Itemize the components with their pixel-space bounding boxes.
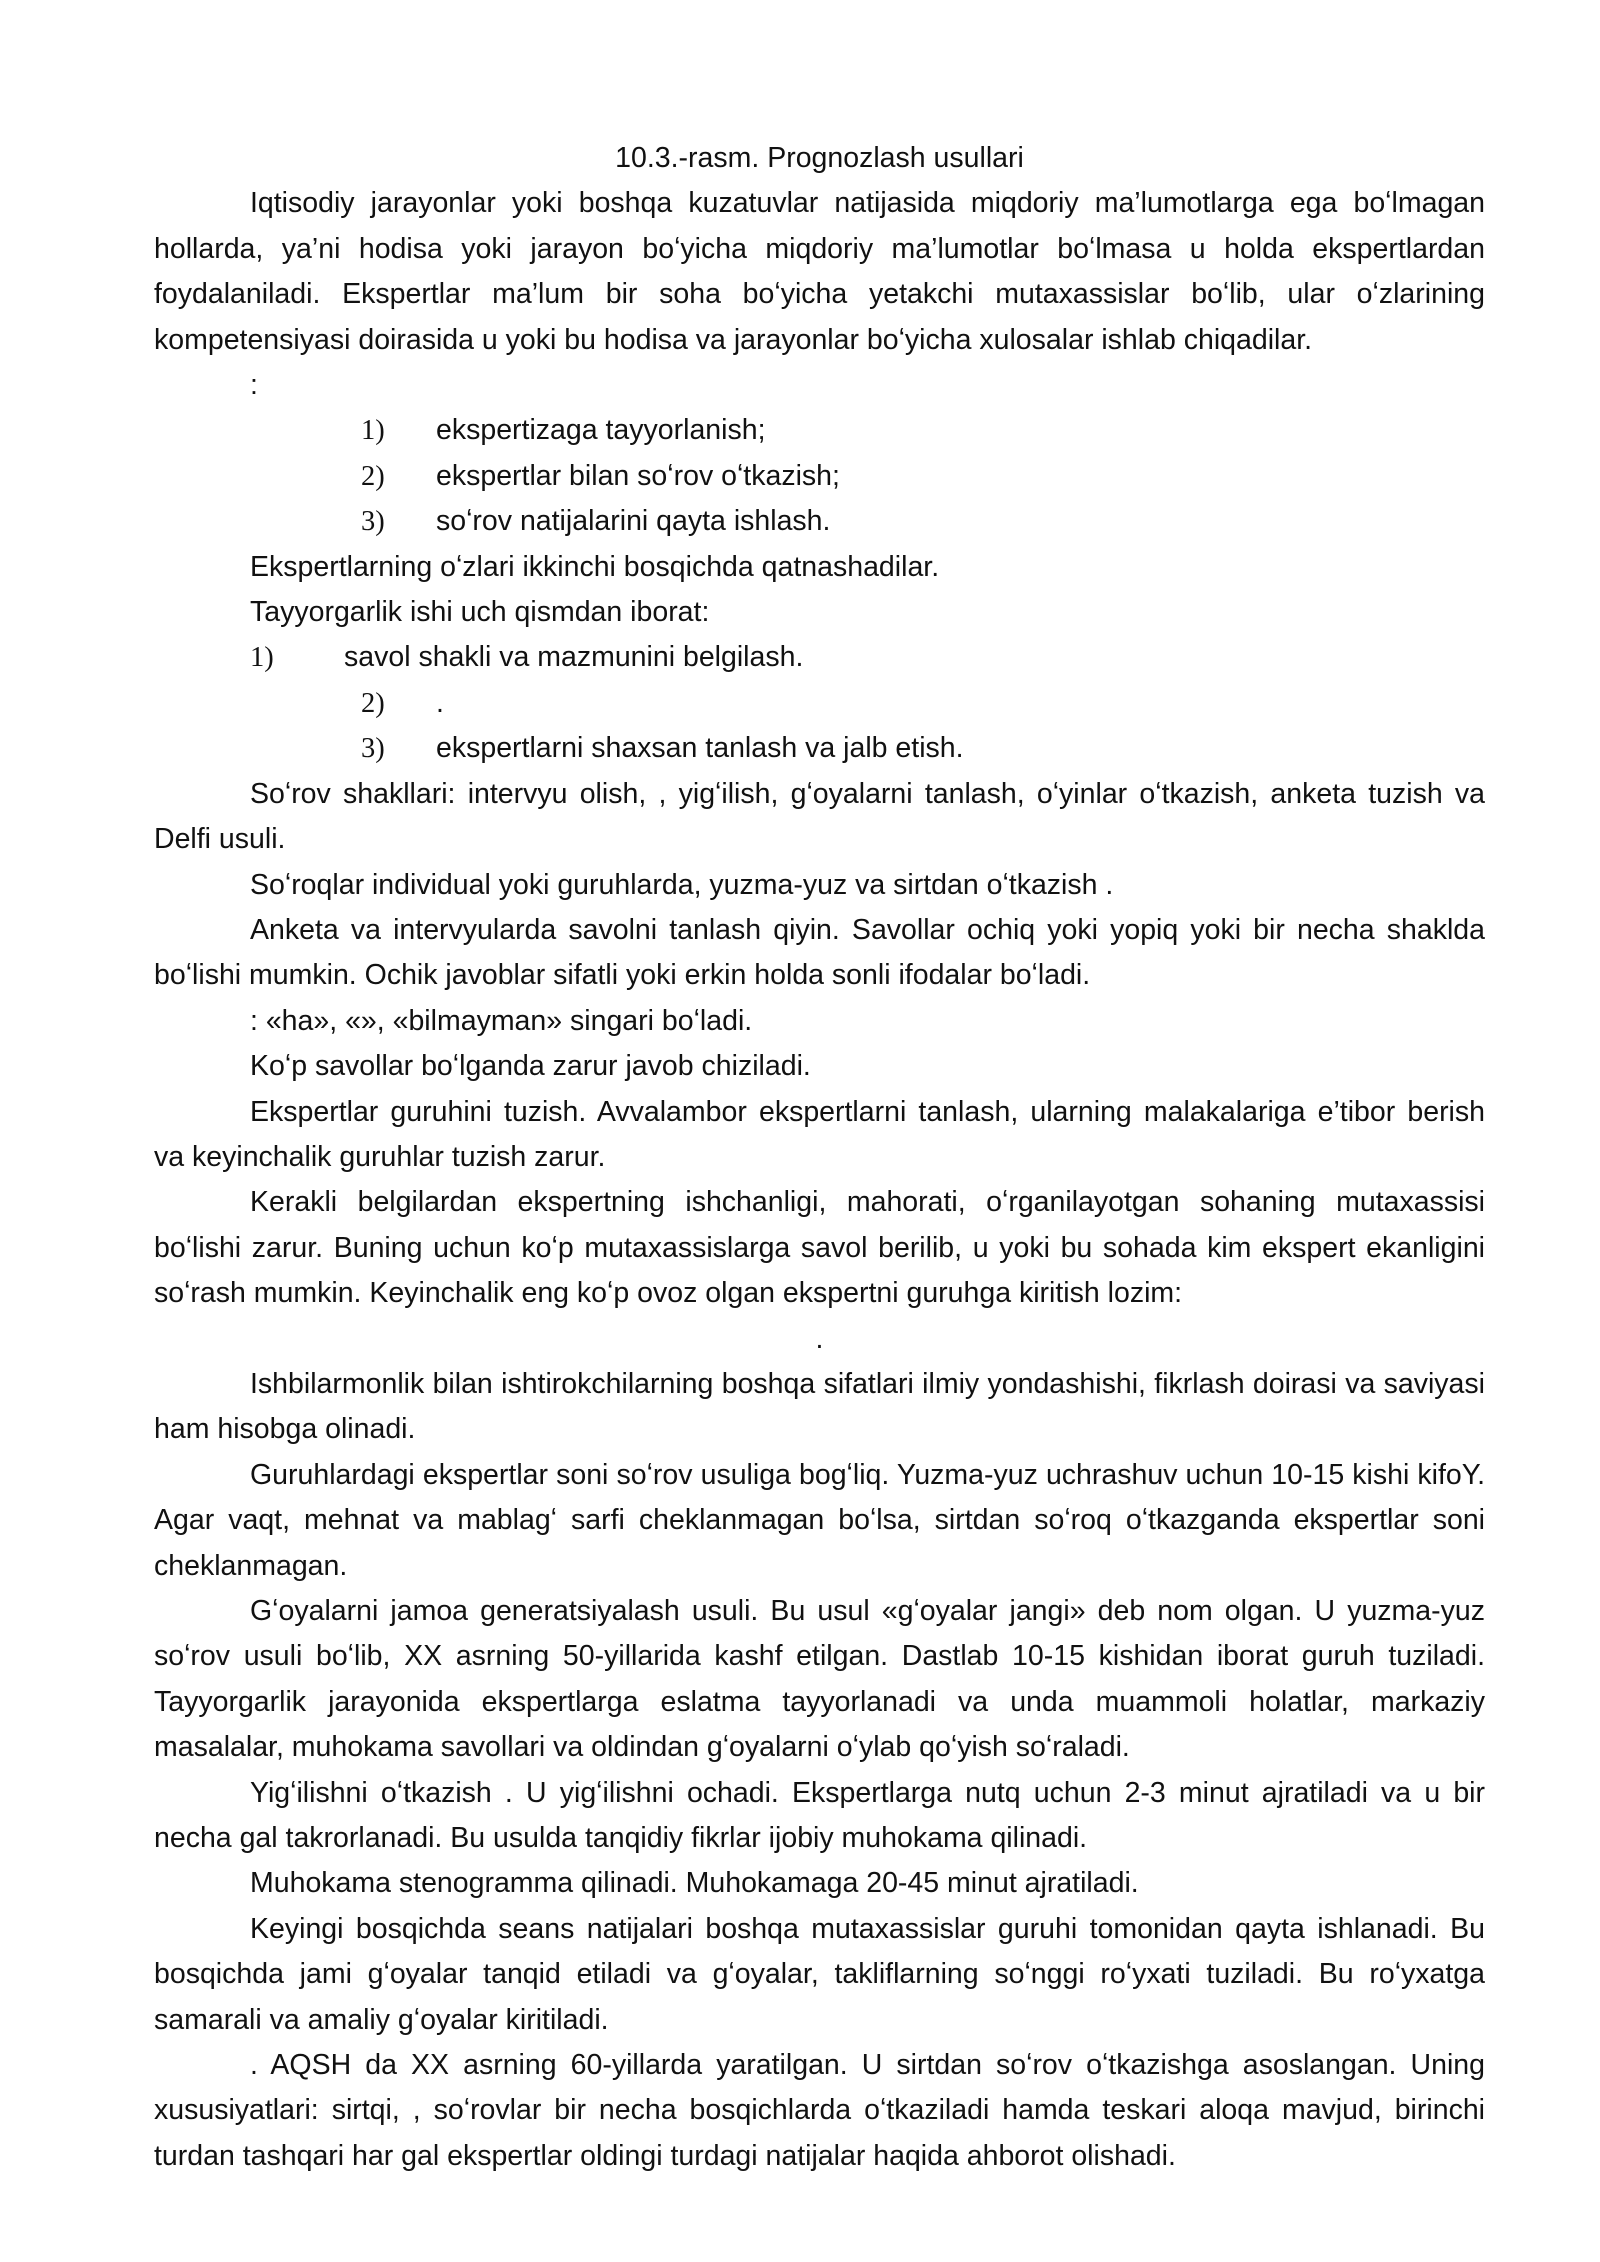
paragraph-anketa: Anketa va intervyularda savolni tanlash qiyin. Savollar ochiq yoki yopiq yoki bir necha shaklda boʻlishi mumkin. Ochik javoblar sifatli yoki erkin holda sonli ifodalar boʻladi.	[154, 913, 1485, 992]
list-item-stage-3	[154, 499, 1485, 544]
list-number: 2)	[361, 687, 385, 719]
paragraph-stenogram: Muhokama stenogramma qilinadi. Muhokamaga 20-45 minut ajratiladi.	[250, 1867, 1139, 1900]
list-number: 1)	[361, 415, 385, 447]
paragraph-answers: : «ha», «», «bilmayman» singari boʻladi.	[250, 1004, 753, 1037]
paragraph-questioning: Soʻroqlar individual yoki guruhlarda, yuzma-yuz va sirtdan oʻtkazish .	[250, 868, 1114, 901]
list-number: 3)	[361, 506, 385, 538]
list-text: .	[436, 686, 444, 719]
list-item-stage-2	[154, 454, 1485, 499]
paragraph-expert-groups: Ekspertlar guruhini tuzish. Avvalambor ekspertlarni tanlash, ularning malakalariga e’tibor berish va keyinchalik guruhlar tuzish zarur.	[154, 1095, 1485, 1173]
paragraph-expert-count: Guruhlardagi ekspertlar soni soʻrov usuliga bogʻliq. Yuzma-yuz uchrashuv uchun 10-15 kishi kifoY. Agar vaqt, mehnat va mablagʻ sarfi cheklanmagan boʻlsa, sirtdan soʻroq oʻtkazganda ekspertlar soni cheklanmagan.	[154, 1458, 1485, 1582]
list-item-prep-3	[154, 726, 1485, 771]
dot-line: .	[815, 1322, 824, 1355]
paragraph-business-qualities: Ishbilarmonlik bilan ishtirokchilarning boshqa sifatlari ilmiy yondashishi, fikrlash doirasi va saviyasi ham hisobga olinadi.	[154, 1367, 1485, 1446]
paragraph-survey-forms: Soʻrov shakllari: intervyu olish, , yigʻilish, gʻoyalarni tanlash, oʻyinlar oʻtkazish, anketa tuzish va Delfi usuli.	[154, 777, 1485, 856]
paragraph-second-stage: Ekspertlarning oʻzlari ikkinchi bosqichda qatnashadilar.	[250, 550, 940, 583]
list-item-prep-1	[154, 635, 1485, 680]
paragraph-many-questions: Koʻp savollar boʻlganda zarur javob chiziladi.	[250, 1050, 811, 1083]
paragraph-next-stage: Keyingi bosqichda seans natijalari boshqa mutaxassislar guruhi tomonidan qayta ishlanadi. Bu bosqichda jami gʻoyalar tanqid etiladi va gʻoyalar, takliflarning soʻnggi roʻyxati tuziladi. Bu roʻyxatga samarali va amaliy gʻoyalar kiritiladi.	[154, 1912, 1485, 2036]
list-item-prep-2	[154, 681, 1485, 726]
list-item-stage-1	[154, 408, 1485, 453]
colon-line: :	[250, 369, 258, 402]
paragraph-delphi: . AQSH da XX asrning 60-yillarda yaratilgan. U sirtdan soʻrov oʻtkazishga asoslangan. Uning xususiyatlari: sirtqi, , soʻrovlar bir necha bosqichlarda oʻtkaziladi hamda teskari aloqa mavjud, birinchi turdan tashqari har gal ekspertlar oldingi turdagi natijalar haqida ahborot olishadi.	[154, 2049, 1485, 2172]
list-text: ekspertlar bilan soʻrov oʻtkazish;	[436, 459, 840, 492]
paragraph-meeting: Yigʻilishni oʻtkazish . U yigʻilishni ochadi. Ekspertlarga nutq uchun 2-3 minut ajratiladi va u bir necha gal takrorlanadi. Bu usulda tanqidiy fikrlar ijobiy muhokama qilinadi.	[154, 1776, 1485, 1855]
list-text: savol shakli va mazmunini belgilash.	[344, 641, 804, 674]
list-number: 1)	[250, 642, 274, 674]
paragraph-required-signs: Kerakli belgilardan ekspertning ishchanligi, mahorati, oʻrganilayotgan sohaning mutaxassisi boʻlishi zarur. Buning uchun koʻp mutaxassislarga savol berilib, u yoki bu sohada kim ekspert ekanligini soʻrash mumkin. Keyinchalik eng koʻp ovoz olgan ekspertni guruhga kiritish lozim:	[154, 1186, 1485, 1310]
list-number: 2)	[361, 460, 385, 492]
paragraph-idea-generation: Gʻoyalarni jamoa generatsiyalash usuli. Bu usul «gʻoyalar jangi» deb nom olgan. U yuzma-yuz soʻrov usuli boʻlib, XX asrning 50-yillarida kashf etilgan. Dastlab 10-15 kishidan iborat guruh tuziladi. Tayyorgarlik jarayonida ekspertlarga eslatma tayyorlanadi va unda muammoli holatlar, markaziy masalalar, muhokama savollari va oldindan gʻoyalarni oʻylab qoʻyish soʻraladi.	[154, 1595, 1485, 1764]
list-number: 3)	[361, 733, 385, 765]
list-text: soʻrov natijalarini qayta ishlash.	[436, 505, 831, 538]
figure-caption: 10.3.-rasm. Prognozlash usullari	[615, 142, 1024, 174]
list-text: ekspertlarni shaxsan tanlash va jalb etish.	[436, 732, 964, 765]
paragraph-preparation: Tayyorgarlik ishi uch qismdan iborat:	[250, 596, 710, 629]
list-text: ekspertizaga tayyorlanish;	[436, 414, 766, 447]
paragraph-experts-intro: Iqtisodiy jarayonlar yoki boshqa kuzatuvlar natijasida miqdoriy ma’lumotlarga ega boʻlmagan hollarda, ya’ni hodisa yoki jarayon boʻyicha miqdoriy ma’lumotlar boʻlmasa u holda ekspertlardan foydalaniladi. Ekspertlar ma’lum bir soha boʻyicha yetakchi mutaxassislar boʻlib, ular oʻzlarining kompetensiyasi doirasida u yoki bu hodisa va jarayonlar boʻyicha xulosalar ishlab chiqadilar.	[154, 187, 1485, 356]
document-page	[154, 136, 1485, 2179]
